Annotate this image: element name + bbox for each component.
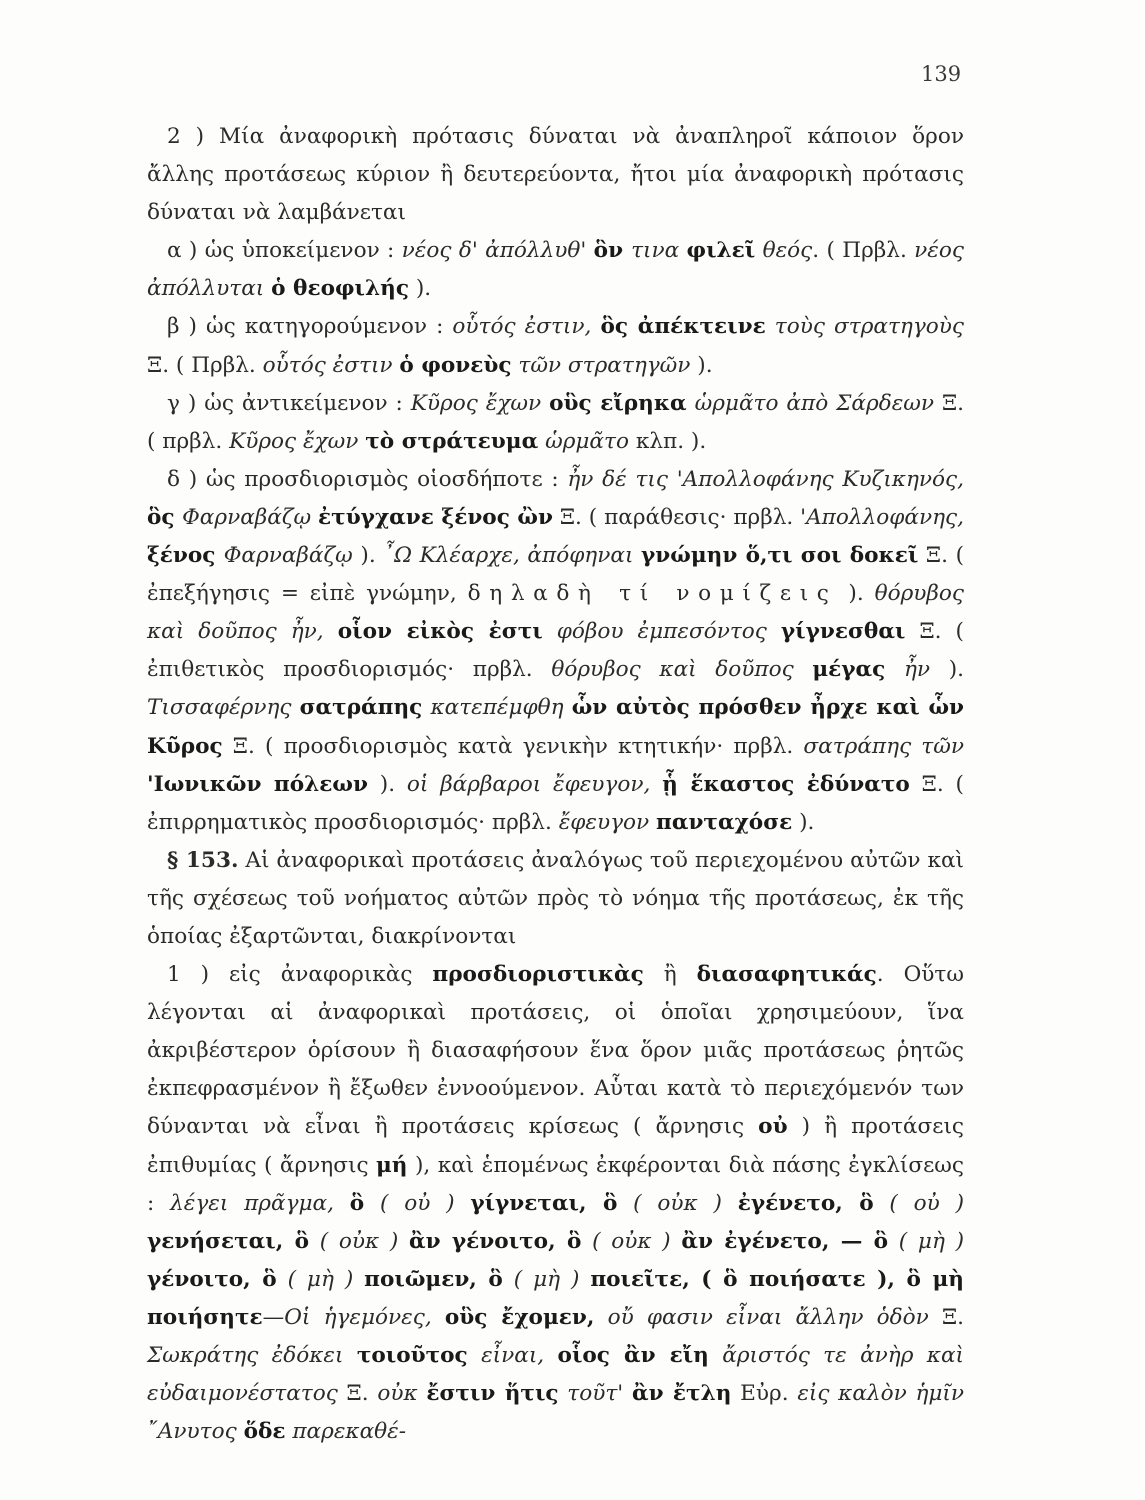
bold-text: πανταχόσε bbox=[656, 809, 793, 835]
italic-text: ἦν δέ τις 'Απολλοφάνης Κυζικηνός, bbox=[567, 466, 964, 492]
section-number: § 153. bbox=[167, 847, 239, 873]
text-run: Ξ. ( ἐπεξήγησις = εἰπὲ γνώμην, bbox=[147, 543, 965, 607]
text-run: ) ἢ προτάσεις ἐπιθυμίας ( ἄρνησις bbox=[147, 1114, 965, 1178]
italic-text: κατεπέμφθη bbox=[422, 695, 572, 721]
bold-text: ὃ bbox=[349, 1190, 365, 1216]
text-run: Ξ. ( ἐπιρρηματικὸς προσδιορισμός· πρβλ. bbox=[147, 771, 964, 835]
text-run: ). bbox=[690, 352, 713, 378]
bold-text: τὸ στράτευμα bbox=[365, 428, 539, 454]
text-run: ). bbox=[792, 809, 815, 835]
text-run: α ) ὡς ὑποκείμενον : bbox=[167, 238, 402, 264]
text-run: 1 ) εἰς ἀναφορικὰς bbox=[167, 962, 433, 988]
italic-text: εἶναι, bbox=[467, 1343, 558, 1368]
bold-text: σατράπης bbox=[299, 695, 423, 721]
bold-text: γίγνεσθαι bbox=[780, 619, 906, 645]
text-run: . ( Πρβλ. bbox=[812, 238, 915, 264]
italic-text: τινα bbox=[631, 238, 687, 264]
bold-text: γένοιτο, ὃ bbox=[147, 1266, 277, 1292]
paragraph bbox=[147, 232, 964, 308]
italic-text: Φαρναβάζῳ bbox=[223, 543, 353, 569]
italic-text: φόβου ἐμπεσόντος bbox=[542, 619, 781, 645]
bold-text: ᾗ ἕκαστος ἐδύνατο bbox=[662, 771, 910, 797]
italic-text: θόρυβος καὶ δοῦπος ἦν, bbox=[147, 581, 964, 645]
bold-text: ποιῶμεν, ὃ bbox=[364, 1266, 503, 1292]
text-run: ἢ bbox=[643, 962, 697, 988]
italic-text: σατράπης τῶν bbox=[803, 733, 964, 759]
italic-text: ῏Ω Κλέαρχε, ἀπόφηναι bbox=[383, 543, 642, 569]
text-run: . Οὕτω λέγονται αἱ ἀναφορικαὶ προτάσεις, οἱ ὁποῖαι χρησιμεύουν, ἵνα ἀκριβέστερον ὁρίσουν ἢ διασαφήσουν ἕνα ὅρον μιᾶς προτάσεως ῥητῶς ἐκπεφρασμένον ἢ ἔξωθεν ἐννοούμενον. Αὗται κατὰ τὸ περιεχόμενόν των δύνανται νὰ εἶναι ἢ προτάσεις κρίσεως ( ἄρνησις bbox=[147, 962, 964, 1140]
italic-text: Κῦρος ἔχων bbox=[410, 390, 550, 416]
bold-text: γενήσεται, ὃ bbox=[147, 1228, 309, 1254]
italic-text: εἰς καλὸν ἡμῖν ῎Ανυτος bbox=[147, 1381, 965, 1445]
text-run: Ξ. bbox=[337, 1381, 378, 1407]
paragraph bbox=[147, 956, 964, 1451]
bold-text: ἔστιν ἥτις bbox=[426, 1381, 559, 1407]
bold-text: ἂν ἐγένετο, — ὃ bbox=[681, 1228, 889, 1254]
bold-text: ξένος bbox=[147, 543, 224, 569]
italic-text: ( μὴ ) bbox=[888, 1228, 965, 1254]
italic-text: ( μὴ ) bbox=[276, 1266, 365, 1292]
text-run: ). bbox=[408, 276, 432, 302]
italic-text: ἄριστός τε ἀνὴρ καὶ εὐδαιμονέστατος bbox=[147, 1343, 964, 1407]
italic-text: τῶν στρατηγῶν bbox=[511, 352, 691, 378]
text-run: Ξ. ( παράθεσις· πρβλ. bbox=[552, 504, 801, 530]
bold-text: οὓς εἴρηκα bbox=[549, 390, 687, 416]
text-run: Εὐρ. bbox=[731, 1381, 798, 1407]
bold-text: ὁ θεοφιλής bbox=[271, 276, 409, 302]
bold-text: μή bbox=[376, 1152, 408, 1178]
italic-text: παρεκαθέ- bbox=[285, 1419, 407, 1445]
italic-text: —Οἱ ἡγεμόνες, bbox=[262, 1304, 445, 1330]
text-run: 2 ) Μία ἀναφορικὴ πρότασις δύναται νὰ ἀναπληροῖ κάποιον ὅρον ἄλλης προτάσεως κύριον ἢ δευτερεύοντα, ἤτοι μία ἀναφορικὴ πρότασις δύναται νὰ λαμβάνεται bbox=[147, 124, 964, 226]
paragraph bbox=[147, 842, 964, 956]
bold-text: ὧν αὐτὸς πρόσθεν ἦρχε καὶ ὧν Κῦρος bbox=[147, 695, 964, 759]
bold-text: οὓς ἔχομεν, bbox=[444, 1304, 595, 1330]
paragraph bbox=[147, 308, 964, 384]
text-run: ). bbox=[930, 657, 964, 683]
bold-text: ἐτύγχανε ξένος ὢν bbox=[318, 504, 553, 530]
page-number: 139 bbox=[921, 62, 962, 86]
bold-text: οὐ bbox=[758, 1114, 788, 1140]
italic-text: ( μὴ ) bbox=[502, 1266, 591, 1292]
bold-text: ὅδε bbox=[243, 1419, 286, 1445]
bold-text: ὃς bbox=[147, 504, 183, 530]
italic-text: νέος ἀπόλλυται bbox=[147, 238, 964, 302]
italic-text: ἔφευγον bbox=[558, 809, 657, 835]
italic-text: Φαρναβάζῳ bbox=[182, 504, 319, 530]
italic-text: οὐκ bbox=[377, 1381, 427, 1407]
bold-text: γίγνεται, ὃ bbox=[470, 1190, 618, 1216]
text-run: Ξ. ( Πρβλ. bbox=[147, 352, 263, 378]
italic-text: Σωκράτης ἐδόκει bbox=[147, 1343, 357, 1368]
italic-text: νέος δ' ἀπόλλυθ' bbox=[401, 238, 594, 264]
bold-text: μέγας bbox=[812, 657, 886, 683]
spaced-text: δηλαδὴ τί νομίζεις bbox=[467, 581, 838, 607]
italic-text: οὗτός ἐστιν bbox=[262, 352, 400, 378]
italic-text: ὡρμᾶτο ἀπὸ Σάρδεων bbox=[686, 390, 935, 416]
text-run: γ ) ὡς ἀντικείμενον : bbox=[167, 390, 411, 416]
italic-text: 'Απολλοφάνης, bbox=[800, 504, 964, 530]
italic-text: λέγει πρᾶγμα, bbox=[170, 1190, 350, 1216]
bold-text: ὃς ἀπέκτεινε bbox=[600, 314, 766, 340]
bold-text: ὁ φονεὺς bbox=[399, 352, 512, 378]
bold-text: οἷος ἂν εἴη bbox=[557, 1343, 709, 1368]
text-run: ). bbox=[367, 771, 407, 797]
text-run: κλπ. ). bbox=[628, 428, 707, 454]
text-run: δ ) ὡς προσδιορισμὸς οἱοσδήποτε : bbox=[167, 466, 568, 492]
bold-text: ἐγένετο, ὃ bbox=[737, 1190, 874, 1216]
paragraph bbox=[147, 118, 964, 232]
paragraph bbox=[147, 385, 964, 461]
italic-text: τοῦτ' bbox=[558, 1381, 632, 1407]
text-run: Ξ. bbox=[928, 1304, 965, 1330]
italic-text: ( οὐ ) bbox=[364, 1190, 471, 1216]
italic-text: ( οὐκ ) bbox=[581, 1228, 682, 1254]
text-run: Ξ. ( ἐπιθετικὸς προσδιορισμός· πρβλ. bbox=[147, 619, 964, 683]
text-run: Αἱ ἀναφορικαὶ προτάσεις ἀναλόγως τοῦ περιεχομένου αὐτῶν καὶ τῆς σχέσεως τοῦ νοήματος αὐτῶν πρὸς τὸ νόημα τῆς προτάσεως, ἐκ τῆς ὁποίας ἐξαρτῶνται, διακρίνονται bbox=[147, 847, 964, 949]
bold-text: ἂν ἔτλη bbox=[631, 1381, 732, 1407]
italic-text: θόρυβος καὶ δοῦπος bbox=[551, 657, 813, 683]
bold-text: ὃν bbox=[593, 238, 632, 264]
body-text bbox=[147, 118, 964, 1451]
text-run: ), καὶ ἑπομένως ἐκφέρονται διὰ πάσης ἐγκλίσεως : bbox=[147, 1152, 964, 1216]
bold-text: ποιεῖτε, ( ὃ ποιήσατε ), ὃ μὴ ποιήσητε bbox=[147, 1266, 965, 1330]
bold-text: ἂν γένοιτο, ὃ bbox=[408, 1228, 582, 1254]
italic-text: ἦν bbox=[885, 657, 931, 683]
italic-text: ( οὐκ ) bbox=[309, 1228, 409, 1254]
italic-text: θεός bbox=[755, 238, 813, 264]
italic-text: τοὺς στρατηγοὺς bbox=[765, 314, 964, 340]
bold-text: διασαφητικάς bbox=[696, 962, 877, 988]
italic-text: ( οὐκ ) bbox=[617, 1190, 738, 1216]
bold-text: προσδιοριστικὰς bbox=[432, 962, 644, 988]
italic-text: Τισσαφέρνης bbox=[147, 695, 300, 721]
text-run: β ) ὡς κατηγορούμενον : bbox=[167, 314, 453, 340]
bold-text: 'Ιωνικῶν πόλεων bbox=[147, 771, 368, 797]
italic-text: οὗτός ἐστιν, bbox=[452, 314, 601, 340]
bold-text: γνώμην ὅ,τι σοι δοκεῖ bbox=[641, 543, 919, 569]
italic-text: ὡρμᾶτο bbox=[538, 428, 629, 454]
text-run: ). bbox=[352, 543, 384, 569]
bold-text: τοιοῦτος bbox=[356, 1343, 468, 1368]
italic-text: οὔ φασιν εἶναι ἄλλην ὁδὸν bbox=[594, 1304, 929, 1330]
bold-text: οἷον εἰκὸς ἐστι bbox=[337, 619, 543, 645]
bold-text: φιλεῖ bbox=[686, 238, 756, 264]
italic-text: οἱ βάρβαροι ἔφευγον, bbox=[406, 771, 663, 797]
italic-text: Κῦρος ἔχων bbox=[229, 428, 366, 454]
italic-text: ( οὐ ) bbox=[873, 1190, 965, 1216]
text-run: ). bbox=[837, 581, 875, 607]
text-run: Ξ. ( προσδιορισμὸς κατὰ γενικὴν κτητικήν· πρβλ. bbox=[222, 733, 804, 759]
text-run: Ξ. ( πρβλ. bbox=[147, 390, 965, 454]
paragraph bbox=[147, 461, 964, 842]
